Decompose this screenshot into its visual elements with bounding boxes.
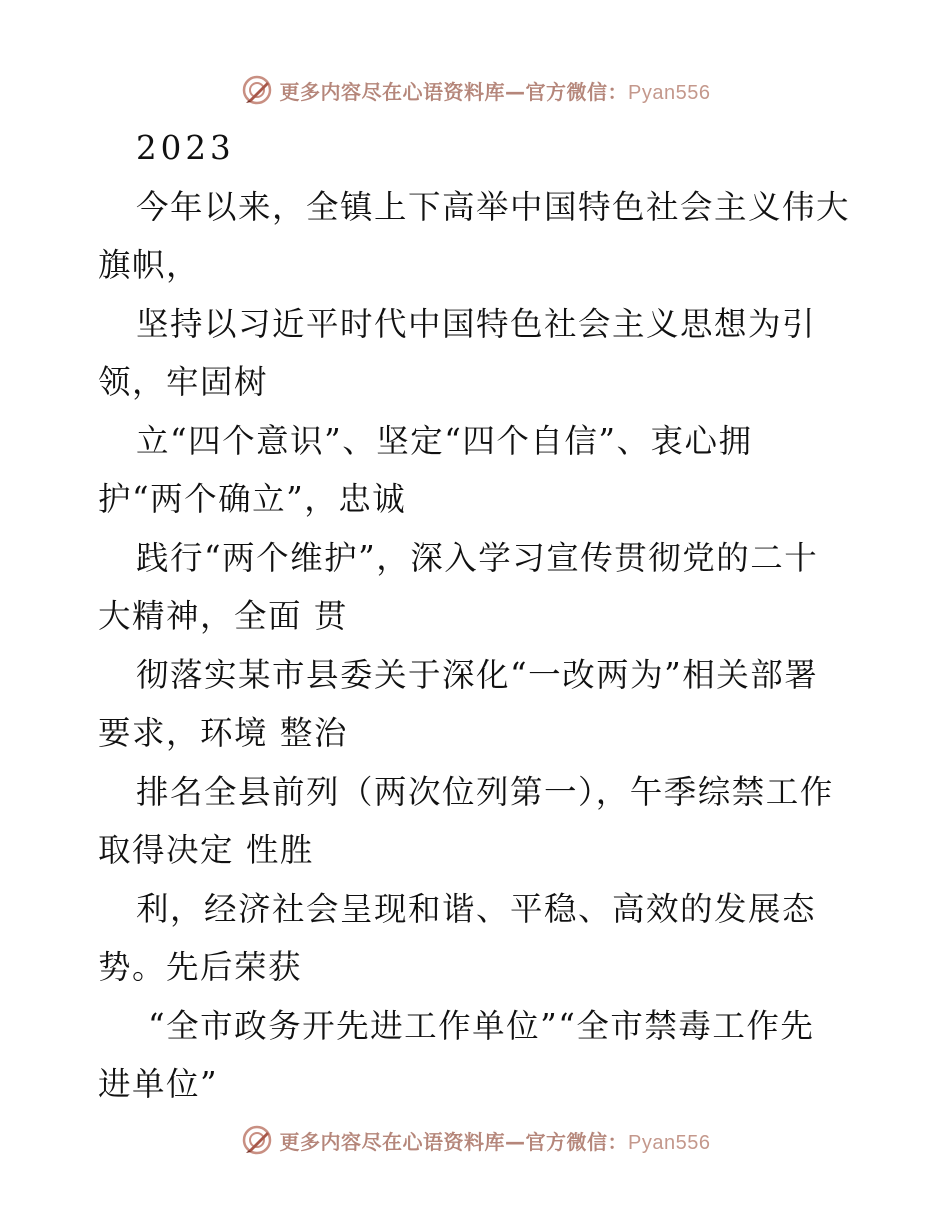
header-watermark — [0, 70, 950, 110]
watermark-text — [280, 1126, 711, 1155]
document-body — [98, 119, 878, 1114]
text-line: 取得决定 性胜 — [98, 831, 314, 869]
text-line: 立“四个意识”、坚定“四个自信”、衷心拥 — [136, 421, 753, 460]
watermark-text-cn: 更多内容尽在心语资料库—官方微信： — [279, 1129, 629, 1154]
text-line: 大精神，全面 贯 — [98, 597, 348, 635]
pen-logo-icon — [240, 73, 274, 107]
text-line: 践行“两个维护”，深入学习宣传贯彻党的二十 — [136, 538, 819, 577]
text-line: 护“两个确立”，忠诚 — [98, 480, 407, 518]
watermark-wechat-id: Pyan556 — [628, 1131, 711, 1154]
watermark-wechat-id: Pyan556 — [628, 81, 711, 104]
watermark-text — [280, 76, 711, 105]
text-line: 领，牢固树 — [98, 363, 269, 401]
text-line: 要求，环境 整治 — [98, 714, 348, 752]
text-line: “全市政务开先进工作单位”“全市禁毒工作先 — [148, 1006, 815, 1045]
text-line: 彻落实某市县委关于深化“一改两为”相关部署 — [136, 655, 819, 694]
text-line: 旗帜， — [98, 246, 201, 284]
text-line: 坚持以习近平时代中国特色社会主义思想为引 — [136, 304, 817, 343]
text-line: 2023 — [136, 129, 235, 167]
watermark-text-cn: 更多内容尽在心语资料库—官方微信： — [279, 79, 629, 104]
text-line: 排名全县前列（两次位列第一），午季综禁工作 — [136, 772, 834, 811]
text-line: 利，经济社会呈现和谐、平稳、高效的发展态 — [136, 889, 817, 928]
pen-logo-icon — [240, 1123, 274, 1157]
text-line: 进单位” — [98, 1065, 219, 1103]
text-line: 今年以来，全镇上下高举中国特色社会主义伟大 — [136, 187, 851, 226]
text-line: 势。先后荣获 — [98, 948, 303, 986]
footer-watermark — [0, 1120, 950, 1160]
